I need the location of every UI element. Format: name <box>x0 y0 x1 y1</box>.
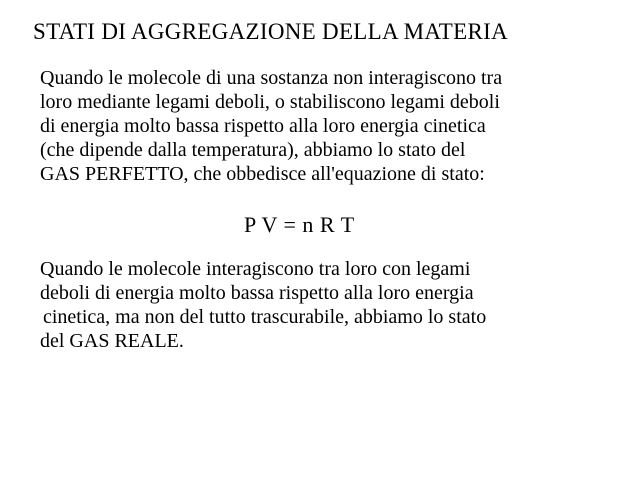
paragraph-line: Quando le molecole interagiscono tra loro con legami <box>40 258 471 280</box>
paragraph-ideal-gas <box>40 66 502 186</box>
paragraph-line: cinetica, ma non del tutto trascurabile, abbiamo lo stato <box>43 306 487 328</box>
state-equation: P V = n R T <box>244 212 355 237</box>
slide-title: STATI DI AGGREGAZIONE DELLA MATERIA <box>33 19 509 44</box>
paragraph-line: Quando le molecole di una sostanza non interagiscono tra <box>40 67 503 89</box>
paragraph-line: deboli di energia molto bassa rispetto alla loro energia <box>40 282 474 304</box>
paragraph-line: GAS PERFETTO, che obbedisce all'equazione di stato: <box>40 163 485 185</box>
paragraph-line: (che dipende dalla temperatura), abbiamo lo stato del <box>40 139 466 161</box>
paragraph-line: del GAS REALE. <box>40 330 184 352</box>
paragraph-real-gas <box>40 257 486 353</box>
paragraph-line: di energia molto bassa rispetto alla loro energia cinetica <box>40 115 486 137</box>
paragraph-line: loro mediante legami deboli, o stabiliscono legami deboli <box>40 91 500 113</box>
